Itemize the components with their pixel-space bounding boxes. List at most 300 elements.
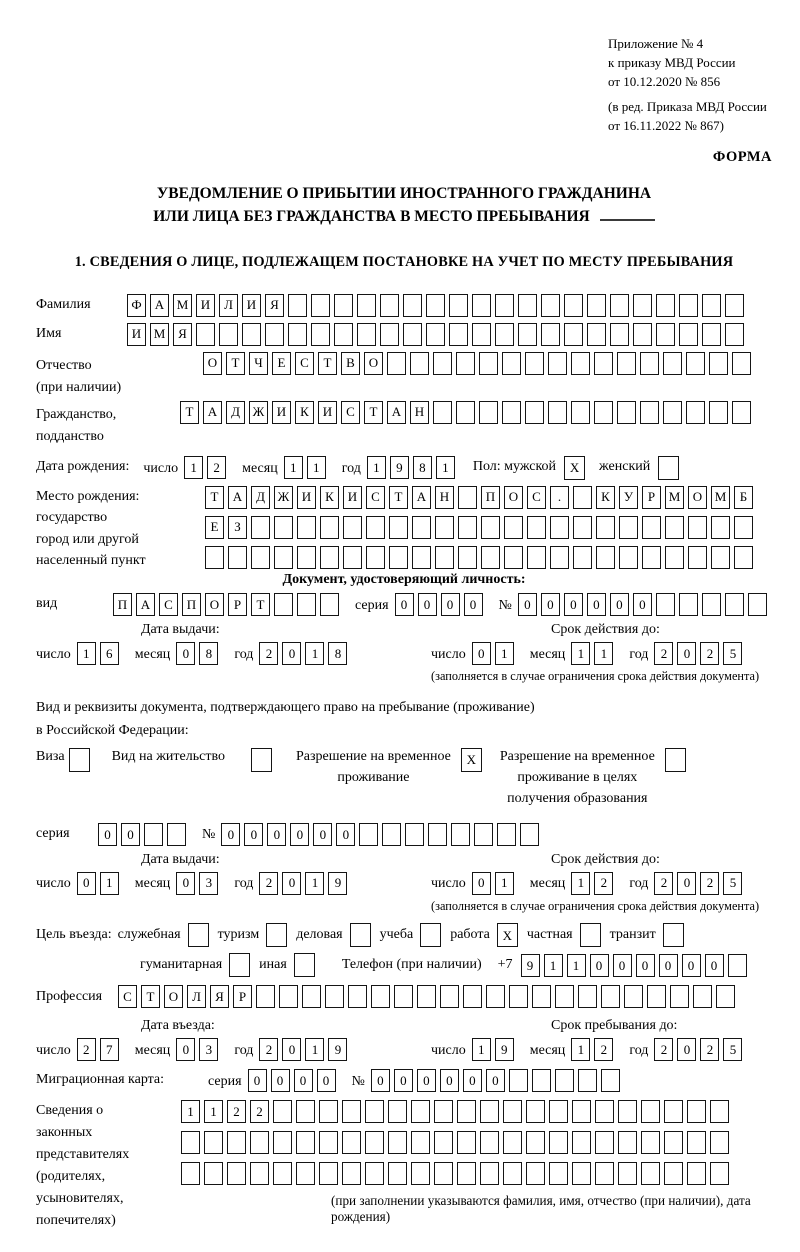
char-cell[interactable] — [725, 323, 744, 346]
char-cell[interactable]: Л — [219, 294, 238, 317]
temp-residence-education-checkbox[interactable] — [665, 748, 686, 772]
char-cell[interactable] — [679, 593, 698, 616]
char-cell[interactable] — [618, 1162, 637, 1185]
char-cell[interactable] — [525, 352, 544, 375]
char-cell[interactable]: Ж — [249, 401, 268, 424]
char-cell[interactable] — [573, 486, 592, 509]
char-cell[interactable] — [725, 593, 744, 616]
char-cell[interactable] — [472, 323, 491, 346]
char-cell[interactable]: 0 — [121, 823, 140, 846]
char-cell[interactable]: Р — [228, 593, 247, 616]
char-cell[interactable] — [273, 1100, 292, 1123]
private-checkbox[interactable] — [580, 923, 601, 947]
char-cell[interactable]: 9 — [390, 456, 409, 479]
char-cell[interactable] — [433, 401, 452, 424]
char-cell[interactable]: 2 — [700, 872, 719, 895]
char-cell[interactable] — [181, 1162, 200, 1185]
char-cell[interactable]: 0 — [98, 823, 117, 846]
char-cell[interactable] — [457, 1162, 476, 1185]
char-cell[interactable] — [640, 401, 659, 424]
sex-female-checkbox[interactable] — [658, 456, 679, 480]
char-cell[interactable] — [311, 323, 330, 346]
char-cell[interactable] — [320, 516, 339, 539]
char-cell[interactable]: 0 — [394, 1069, 413, 1092]
char-cell[interactable] — [319, 1131, 338, 1154]
char-cell[interactable] — [504, 516, 523, 539]
char-cell[interactable]: 9 — [495, 1038, 514, 1061]
char-cell[interactable] — [449, 323, 468, 346]
char-cell[interactable]: 0 — [282, 872, 301, 895]
char-cell[interactable] — [288, 294, 307, 317]
char-cell[interactable]: К — [596, 486, 615, 509]
char-cell[interactable] — [389, 546, 408, 569]
char-cell[interactable] — [388, 1100, 407, 1123]
char-cell[interactable] — [702, 294, 721, 317]
char-cell[interactable] — [679, 294, 698, 317]
char-cell[interactable] — [250, 1162, 269, 1185]
char-cell[interactable]: 2 — [594, 872, 613, 895]
char-cell[interactable]: Я — [265, 294, 284, 317]
char-cell[interactable] — [502, 352, 521, 375]
char-cell[interactable]: 0 — [636, 954, 655, 977]
char-cell[interactable] — [435, 516, 454, 539]
char-cell[interactable] — [525, 401, 544, 424]
char-cell[interactable] — [573, 546, 592, 569]
char-cell[interactable] — [411, 1131, 430, 1154]
char-cell[interactable]: О — [504, 486, 523, 509]
char-cell[interactable]: 1 — [284, 456, 303, 479]
char-cell[interactable]: 1 — [367, 456, 386, 479]
char-cell[interactable]: 3 — [199, 872, 218, 895]
char-cell[interactable]: О — [688, 486, 707, 509]
char-cell[interactable] — [618, 1131, 637, 1154]
char-cell[interactable] — [296, 1162, 315, 1185]
char-cell[interactable] — [596, 516, 615, 539]
char-cell[interactable] — [663, 401, 682, 424]
char-cell[interactable]: 9 — [328, 872, 347, 895]
char-cell[interactable] — [311, 294, 330, 317]
char-cell[interactable] — [532, 985, 551, 1008]
char-cell[interactable]: 0 — [677, 1038, 696, 1061]
char-cell[interactable]: О — [164, 985, 183, 1008]
char-cell[interactable]: 0 — [564, 593, 583, 616]
char-cell[interactable]: 0 — [705, 954, 724, 977]
char-cell[interactable] — [456, 401, 475, 424]
char-cell[interactable] — [227, 1131, 246, 1154]
char-cell[interactable]: 1 — [544, 954, 563, 977]
char-cell[interactable] — [428, 823, 447, 846]
char-cell[interactable] — [573, 516, 592, 539]
char-cell[interactable]: А — [228, 486, 247, 509]
char-cell[interactable] — [687, 1162, 706, 1185]
char-cell[interactable] — [389, 516, 408, 539]
char-cell[interactable] — [587, 294, 606, 317]
char-cell[interactable]: 0 — [659, 954, 678, 977]
char-cell[interactable]: 2 — [259, 872, 278, 895]
char-cell[interactable]: 0 — [248, 1069, 267, 1092]
char-cell[interactable]: 0 — [282, 642, 301, 665]
char-cell[interactable] — [656, 323, 675, 346]
business-checkbox[interactable] — [350, 923, 371, 947]
char-cell[interactable] — [503, 1100, 522, 1123]
char-cell[interactable]: 0 — [371, 1069, 390, 1092]
char-cell[interactable]: З — [228, 516, 247, 539]
char-cell[interactable] — [595, 1162, 614, 1185]
char-cell[interactable] — [480, 1131, 499, 1154]
char-cell[interactable] — [451, 823, 470, 846]
char-cell[interactable]: С — [527, 486, 546, 509]
char-cell[interactable]: 5 — [723, 872, 742, 895]
char-cell[interactable] — [578, 985, 597, 1008]
char-cell[interactable]: И — [318, 401, 337, 424]
char-cell[interactable]: 0 — [221, 823, 240, 846]
char-cell[interactable]: П — [481, 486, 500, 509]
char-cell[interactable]: И — [297, 486, 316, 509]
char-cell[interactable] — [204, 1131, 223, 1154]
char-cell[interactable] — [411, 1162, 430, 1185]
char-cell[interactable] — [405, 823, 424, 846]
char-cell[interactable] — [458, 516, 477, 539]
char-cell[interactable] — [748, 593, 767, 616]
char-cell[interactable]: 1 — [571, 872, 590, 895]
char-cell[interactable]: 0 — [77, 872, 96, 895]
char-cell[interactable] — [457, 1100, 476, 1123]
char-cell[interactable] — [709, 352, 728, 375]
char-cell[interactable] — [732, 352, 751, 375]
char-cell[interactable]: С — [341, 401, 360, 424]
char-cell[interactable]: 1 — [495, 642, 514, 665]
char-cell[interactable] — [686, 352, 705, 375]
char-cell[interactable]: 1 — [594, 642, 613, 665]
char-cell[interactable] — [204, 1162, 223, 1185]
char-cell[interactable] — [449, 294, 468, 317]
char-cell[interactable]: С — [366, 486, 385, 509]
char-cell[interactable] — [564, 294, 583, 317]
char-cell[interactable] — [480, 1162, 499, 1185]
char-cell[interactable]: 0 — [633, 593, 652, 616]
char-cell[interactable] — [434, 1100, 453, 1123]
char-cell[interactable]: 1 — [305, 1038, 324, 1061]
char-cell[interactable]: 0 — [290, 823, 309, 846]
char-cell[interactable] — [633, 323, 652, 346]
char-cell[interactable] — [541, 323, 560, 346]
char-cell[interactable]: А — [412, 486, 431, 509]
char-cell[interactable] — [596, 546, 615, 569]
char-cell[interactable] — [412, 516, 431, 539]
char-cell[interactable] — [144, 823, 163, 846]
char-cell[interactable]: Н — [410, 401, 429, 424]
char-cell[interactable] — [426, 294, 445, 317]
char-cell[interactable] — [686, 401, 705, 424]
char-cell[interactable] — [710, 1162, 729, 1185]
char-cell[interactable] — [342, 1100, 361, 1123]
char-cell[interactable] — [486, 985, 505, 1008]
char-cell[interactable]: 8 — [413, 456, 432, 479]
char-cell[interactable] — [618, 1100, 637, 1123]
char-cell[interactable] — [479, 352, 498, 375]
char-cell[interactable]: 0 — [472, 872, 491, 895]
char-cell[interactable] — [548, 401, 567, 424]
temp-residence-checkbox[interactable]: X — [461, 748, 482, 772]
char-cell[interactable] — [527, 546, 546, 569]
char-cell[interactable] — [480, 1100, 499, 1123]
char-cell[interactable] — [274, 593, 293, 616]
char-cell[interactable] — [670, 985, 689, 1008]
char-cell[interactable]: Т — [318, 352, 337, 375]
char-cell[interactable] — [502, 401, 521, 424]
char-cell[interactable] — [702, 323, 721, 346]
char-cell[interactable] — [388, 1131, 407, 1154]
work-checkbox[interactable]: X — [497, 923, 518, 947]
char-cell[interactable]: Ч — [249, 352, 268, 375]
char-cell[interactable] — [728, 954, 747, 977]
char-cell[interactable] — [302, 985, 321, 1008]
char-cell[interactable]: 2 — [700, 1038, 719, 1061]
char-cell[interactable] — [594, 401, 613, 424]
char-cell[interactable]: Т — [205, 486, 224, 509]
char-cell[interactable] — [343, 546, 362, 569]
tourism-checkbox[interactable] — [266, 923, 287, 947]
char-cell[interactable] — [624, 985, 643, 1008]
char-cell[interactable] — [457, 1131, 476, 1154]
char-cell[interactable] — [702, 593, 721, 616]
char-cell[interactable]: Т — [389, 486, 408, 509]
char-cell[interactable] — [665, 516, 684, 539]
char-cell[interactable] — [711, 516, 730, 539]
char-cell[interactable] — [251, 516, 270, 539]
char-cell[interactable] — [647, 985, 666, 1008]
char-cell[interactable] — [463, 985, 482, 1008]
char-cell[interactable] — [572, 1131, 591, 1154]
char-cell[interactable] — [641, 1162, 660, 1185]
char-cell[interactable] — [382, 823, 401, 846]
char-cell[interactable]: 2 — [594, 1038, 613, 1061]
study-checkbox[interactable] — [420, 923, 441, 947]
char-cell[interactable] — [642, 546, 661, 569]
char-cell[interactable] — [359, 823, 378, 846]
char-cell[interactable]: К — [295, 401, 314, 424]
char-cell[interactable]: 0 — [677, 872, 696, 895]
char-cell[interactable] — [617, 401, 636, 424]
char-cell[interactable]: 2 — [700, 642, 719, 665]
char-cell[interactable] — [571, 401, 590, 424]
char-cell[interactable] — [456, 352, 475, 375]
char-cell[interactable] — [297, 546, 316, 569]
char-cell[interactable]: 2 — [250, 1100, 269, 1123]
char-cell[interactable]: 0 — [395, 593, 414, 616]
char-cell[interactable]: А — [136, 593, 155, 616]
char-cell[interactable]: 9 — [328, 1038, 347, 1061]
char-cell[interactable] — [503, 1131, 522, 1154]
char-cell[interactable]: У — [619, 486, 638, 509]
char-cell[interactable] — [665, 546, 684, 569]
char-cell[interactable]: К — [320, 486, 339, 509]
char-cell[interactable] — [509, 1069, 528, 1092]
char-cell[interactable]: Я — [210, 985, 229, 1008]
char-cell[interactable] — [595, 1100, 614, 1123]
char-cell[interactable]: 2 — [207, 456, 226, 479]
char-cell[interactable]: О — [203, 352, 222, 375]
char-cell[interactable] — [474, 823, 493, 846]
char-cell[interactable] — [250, 1131, 269, 1154]
char-cell[interactable]: Т — [180, 401, 199, 424]
char-cell[interactable] — [265, 323, 284, 346]
char-cell[interactable]: 0 — [294, 1069, 313, 1092]
char-cell[interactable]: 1 — [181, 1100, 200, 1123]
char-cell[interactable]: 0 — [267, 823, 286, 846]
char-cell[interactable] — [481, 546, 500, 569]
char-cell[interactable] — [495, 294, 514, 317]
char-cell[interactable] — [688, 546, 707, 569]
char-cell[interactable]: 0 — [613, 954, 632, 977]
char-cell[interactable]: 1 — [77, 642, 96, 665]
char-cell[interactable] — [642, 516, 661, 539]
char-cell[interactable]: 2 — [654, 872, 673, 895]
char-cell[interactable] — [716, 985, 735, 1008]
char-cell[interactable] — [403, 294, 422, 317]
char-cell[interactable] — [549, 1100, 568, 1123]
char-cell[interactable]: П — [113, 593, 132, 616]
char-cell[interactable] — [619, 516, 638, 539]
char-cell[interactable]: 0 — [417, 1069, 436, 1092]
char-cell[interactable] — [587, 323, 606, 346]
char-cell[interactable] — [595, 1131, 614, 1154]
char-cell[interactable] — [342, 1131, 361, 1154]
char-cell[interactable] — [274, 516, 293, 539]
char-cell[interactable]: 0 — [610, 593, 629, 616]
char-cell[interactable]: 0 — [464, 593, 483, 616]
char-cell[interactable]: Т — [251, 593, 270, 616]
char-cell[interactable]: 7 — [100, 1038, 119, 1061]
char-cell[interactable] — [518, 323, 537, 346]
char-cell[interactable] — [434, 1162, 453, 1185]
char-cell[interactable] — [334, 323, 353, 346]
char-cell[interactable]: 2 — [77, 1038, 96, 1061]
char-cell[interactable] — [181, 1131, 200, 1154]
char-cell[interactable] — [641, 1131, 660, 1154]
char-cell[interactable] — [256, 985, 275, 1008]
char-cell[interactable]: П — [182, 593, 201, 616]
char-cell[interactable]: И — [242, 294, 261, 317]
char-cell[interactable]: 0 — [440, 1069, 459, 1092]
char-cell[interactable] — [296, 1131, 315, 1154]
char-cell[interactable] — [426, 323, 445, 346]
char-cell[interactable]: 1 — [184, 456, 203, 479]
char-cell[interactable] — [711, 546, 730, 569]
char-cell[interactable] — [342, 1162, 361, 1185]
char-cell[interactable]: 2 — [654, 642, 673, 665]
char-cell[interactable] — [434, 1131, 453, 1154]
char-cell[interactable]: 1 — [307, 456, 326, 479]
char-cell[interactable] — [479, 401, 498, 424]
char-cell[interactable] — [357, 294, 376, 317]
sex-male-checkbox[interactable]: X — [564, 456, 585, 480]
char-cell[interactable] — [601, 985, 620, 1008]
char-cell[interactable] — [242, 323, 261, 346]
char-cell[interactable]: 1 — [495, 872, 514, 895]
char-cell[interactable] — [550, 546, 569, 569]
char-cell[interactable] — [693, 985, 712, 1008]
char-cell[interactable]: 2 — [654, 1038, 673, 1061]
char-cell[interactable] — [550, 516, 569, 539]
char-cell[interactable] — [433, 352, 452, 375]
char-cell[interactable] — [532, 1069, 551, 1092]
char-cell[interactable] — [472, 294, 491, 317]
char-cell[interactable] — [664, 1100, 683, 1123]
char-cell[interactable] — [541, 294, 560, 317]
char-cell[interactable] — [504, 546, 523, 569]
char-cell[interactable] — [688, 516, 707, 539]
char-cell[interactable]: 0 — [317, 1069, 336, 1092]
char-cell[interactable]: 0 — [313, 823, 332, 846]
char-cell[interactable]: 8 — [328, 642, 347, 665]
char-cell[interactable] — [656, 294, 675, 317]
char-cell[interactable] — [503, 1162, 522, 1185]
char-cell[interactable] — [601, 1069, 620, 1092]
transit-checkbox[interactable] — [663, 923, 684, 947]
char-cell[interactable] — [687, 1131, 706, 1154]
char-cell[interactable]: 8 — [199, 642, 218, 665]
char-cell[interactable] — [325, 985, 344, 1008]
char-cell[interactable] — [619, 546, 638, 569]
char-cell[interactable] — [365, 1162, 384, 1185]
char-cell[interactable] — [388, 1162, 407, 1185]
char-cell[interactable] — [227, 1162, 246, 1185]
char-cell[interactable] — [387, 352, 406, 375]
char-cell[interactable] — [572, 1162, 591, 1185]
char-cell[interactable] — [594, 352, 613, 375]
char-cell[interactable]: 0 — [486, 1069, 505, 1092]
char-cell[interactable]: 0 — [541, 593, 560, 616]
char-cell[interactable] — [497, 823, 516, 846]
char-cell[interactable] — [320, 546, 339, 569]
char-cell[interactable] — [549, 1162, 568, 1185]
char-cell[interactable] — [279, 985, 298, 1008]
char-cell[interactable]: М — [173, 294, 192, 317]
char-cell[interactable]: 3 — [199, 1038, 218, 1061]
char-cell[interactable]: 2 — [227, 1100, 246, 1123]
char-cell[interactable]: 1 — [571, 642, 590, 665]
char-cell[interactable]: 1 — [567, 954, 586, 977]
char-cell[interactable]: Т — [141, 985, 160, 1008]
char-cell[interactable] — [205, 546, 224, 569]
char-cell[interactable] — [403, 323, 422, 346]
char-cell[interactable]: И — [127, 323, 146, 346]
char-cell[interactable] — [343, 516, 362, 539]
char-cell[interactable]: 0 — [271, 1069, 290, 1092]
char-cell[interactable] — [481, 516, 500, 539]
char-cell[interactable]: Л — [187, 985, 206, 1008]
char-cell[interactable] — [357, 323, 376, 346]
char-cell[interactable] — [709, 401, 728, 424]
char-cell[interactable]: Т — [364, 401, 383, 424]
char-cell[interactable] — [371, 985, 390, 1008]
char-cell[interactable]: 0 — [176, 872, 195, 895]
char-cell[interactable]: 0 — [472, 642, 491, 665]
char-cell[interactable] — [380, 294, 399, 317]
char-cell[interactable] — [196, 323, 215, 346]
char-cell[interactable]: Р — [642, 486, 661, 509]
char-cell[interactable] — [656, 593, 675, 616]
char-cell[interactable] — [435, 546, 454, 569]
char-cell[interactable]: 1 — [204, 1100, 223, 1123]
char-cell[interactable] — [518, 294, 537, 317]
char-cell[interactable] — [365, 1131, 384, 1154]
char-cell[interactable]: О — [205, 593, 224, 616]
char-cell[interactable]: Д — [226, 401, 245, 424]
char-cell[interactable] — [410, 352, 429, 375]
char-cell[interactable] — [417, 985, 436, 1008]
